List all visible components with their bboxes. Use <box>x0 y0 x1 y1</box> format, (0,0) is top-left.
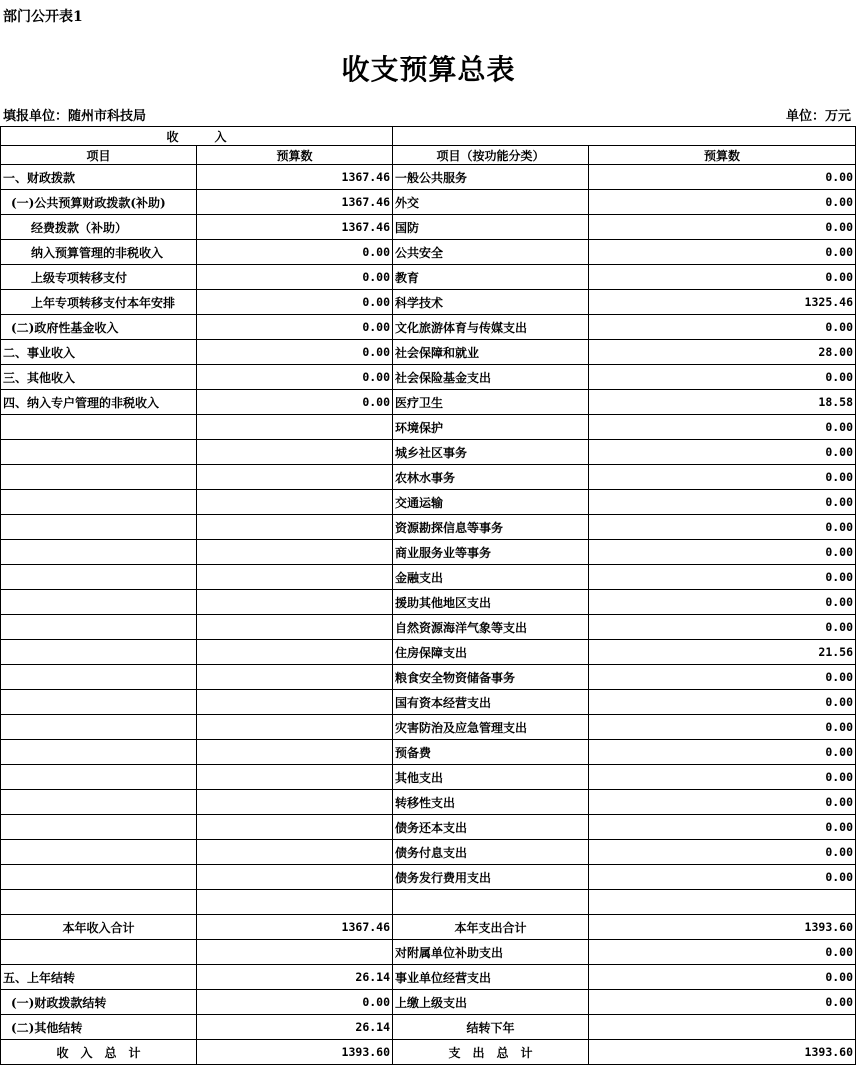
income-item-cell: 本年收入合计 <box>1 915 197 940</box>
expense-group-header <box>393 127 856 146</box>
expense-amount-cell: 0.00 <box>589 790 856 815</box>
table-row <box>1 465 856 490</box>
income-amount-cell <box>197 765 393 790</box>
income-amount-cell <box>197 890 393 915</box>
income-amount-cell: 1367.46 <box>197 190 393 215</box>
income-amount-cell: 26.14 <box>197 965 393 990</box>
table-row <box>1 765 856 790</box>
income-amount-cell: 0.00 <box>197 315 393 340</box>
expense-item-cell: 其他支出 <box>393 765 589 790</box>
income-amount-cell <box>197 490 393 515</box>
income-item-cell <box>1 815 197 840</box>
table-row <box>1 815 856 840</box>
income-item-cell <box>1 515 197 540</box>
expense-item-cell: 灾害防治及应急管理支出 <box>393 715 589 740</box>
table-row <box>1 315 856 340</box>
expense-amount-cell: 0.00 <box>589 365 856 390</box>
expense-amount-cell: 0.00 <box>589 990 856 1015</box>
expense-item-cell: 上缴上级支出 <box>393 990 589 1015</box>
income-item-cell <box>1 765 197 790</box>
income-amount-cell: 1393.60 <box>197 1040 393 1065</box>
income-item-cell <box>1 790 197 815</box>
expense-amount-cell: 0.00 <box>589 515 856 540</box>
table-row <box>1 940 856 965</box>
income-amount-cell: 26.14 <box>197 1015 393 1040</box>
currency-unit: 单位：万元 <box>785 109 851 124</box>
income-item-cell: 二、事业收入 <box>1 340 197 365</box>
income-amount-cell <box>197 690 393 715</box>
expense-item-cell: 医疗卫生 <box>393 390 589 415</box>
income-item-cell <box>1 465 197 490</box>
income-amount-cell: 0.00 <box>197 390 393 415</box>
income-amount-cell <box>197 940 393 965</box>
income-amount-cell <box>197 440 393 465</box>
expense-item-cell: 国防 <box>393 215 589 240</box>
table-row <box>1 565 856 590</box>
income-amount-cell: 1367.46 <box>197 215 393 240</box>
table-row <box>1 990 856 1015</box>
income-item-header: 项目 <box>1 146 197 165</box>
income-item-cell: (二)其他结转 <box>1 1015 197 1040</box>
income-item-cell: 上级专项转移支付 <box>1 265 197 290</box>
table-row <box>1 840 856 865</box>
table-row <box>1 240 856 265</box>
income-item-cell <box>1 690 197 715</box>
budget-table <box>0 126 856 1065</box>
expense-item-cell: 债务付息支出 <box>393 840 589 865</box>
expense-amount-cell <box>589 1015 856 1040</box>
income-item-cell: 一、财政拨款 <box>1 165 197 190</box>
expense-amount-cell: 0.00 <box>589 490 856 515</box>
expense-item-cell: 本年支出合计 <box>393 915 589 940</box>
expense-amount-cell: 1393.60 <box>589 915 856 940</box>
income-amount-cell: 0.00 <box>197 290 393 315</box>
income-item-cell <box>1 740 197 765</box>
table-row <box>1 965 856 990</box>
table-row <box>1 665 856 690</box>
table-row <box>1 415 856 440</box>
table-row <box>1 865 856 890</box>
table-row <box>1 540 856 565</box>
expense-amount-cell: 0.00 <box>589 215 856 240</box>
income-amount-cell <box>197 515 393 540</box>
table-row <box>1 715 856 740</box>
table-row <box>1 290 856 315</box>
table-row <box>1 1015 856 1040</box>
expense-item-cell: 住房保障支出 <box>393 640 589 665</box>
expense-amount-cell: 0.00 <box>589 565 856 590</box>
table-row <box>1 265 856 290</box>
expense-item-cell: 科学技术 <box>393 290 589 315</box>
expense-amount-cell: 0.00 <box>589 715 856 740</box>
income-item-cell <box>1 840 197 865</box>
income-amount-cell: 1367.46 <box>197 165 393 190</box>
table-row <box>1 615 856 640</box>
income-amount-cell <box>197 815 393 840</box>
expense-item-cell: 一般公共服务 <box>393 165 589 190</box>
expense-item-cell: 环境保护 <box>393 415 589 440</box>
income-item-cell <box>1 490 197 515</box>
income-item-cell: 收 入 总 计 <box>1 1040 197 1065</box>
expense-item-cell: 支 出 总 计 <box>393 1040 589 1065</box>
income-item-cell <box>1 565 197 590</box>
table-row <box>1 190 856 215</box>
income-amount-cell <box>197 415 393 440</box>
expense-item-cell: 债务还本支出 <box>393 815 589 840</box>
expense-item-header: 项目（按功能分类） <box>393 146 589 165</box>
income-item-cell <box>1 665 197 690</box>
table-row <box>1 790 856 815</box>
income-amount-cell <box>197 465 393 490</box>
expense-item-cell: 商业服务业等事务 <box>393 540 589 565</box>
income-amount-cell: 0.00 <box>197 340 393 365</box>
expense-item-cell: 预备费 <box>393 740 589 765</box>
income-amount-cell <box>197 640 393 665</box>
expense-item-cell: 自然资源海洋气象等支出 <box>393 615 589 640</box>
expense-amount-cell: 0.00 <box>589 690 856 715</box>
expense-item-cell: 结转下年 <box>393 1015 589 1040</box>
income-amount-cell <box>197 790 393 815</box>
expense-amount-cell: 0.00 <box>589 840 856 865</box>
income-item-cell <box>1 590 197 615</box>
income-amount-header: 预算数 <box>197 146 393 165</box>
income-item-cell: 上年专项转移支付本年安排 <box>1 290 197 315</box>
income-item-cell: 经费拨款（补助） <box>1 215 197 240</box>
income-item-cell <box>1 940 197 965</box>
table-row <box>1 690 856 715</box>
document-label: 部门公开表1 <box>3 9 83 25</box>
income-amount-cell <box>197 590 393 615</box>
expense-amount-cell: 0.00 <box>589 815 856 840</box>
expense-item-cell: 教育 <box>393 265 589 290</box>
table-row <box>1 890 856 915</box>
table-row <box>1 390 856 415</box>
expense-amount-cell: 0.00 <box>589 440 856 465</box>
expense-amount-cell: 0.00 <box>589 615 856 640</box>
expense-amount-cell <box>589 890 856 915</box>
income-amount-cell: 1367.46 <box>197 915 393 940</box>
expense-item-cell: 社会保险基金支出 <box>393 365 589 390</box>
income-item-cell <box>1 640 197 665</box>
income-amount-cell: 0.00 <box>197 240 393 265</box>
expense-amount-cell: 0.00 <box>589 315 856 340</box>
table-row <box>1 915 856 940</box>
table-row <box>1 490 856 515</box>
expense-amount-cell: 21.56 <box>589 640 856 665</box>
expense-amount-cell: 0.00 <box>589 865 856 890</box>
expense-amount-cell: 0.00 <box>589 540 856 565</box>
expense-amount-cell: 0.00 <box>589 190 856 215</box>
table-row <box>1 340 856 365</box>
income-amount-cell <box>197 840 393 865</box>
expense-item-cell: 国有资本经营支出 <box>393 690 589 715</box>
income-item-cell <box>1 540 197 565</box>
income-item-cell <box>1 865 197 890</box>
expense-item-cell: 交通运输 <box>393 490 589 515</box>
income-item-cell: 四、纳入专户管理的非税收入 <box>1 390 197 415</box>
expense-amount-cell: 0.00 <box>589 765 856 790</box>
expense-amount-cell: 18.58 <box>589 390 856 415</box>
expense-amount-cell: 0.00 <box>589 965 856 990</box>
expense-item-cell: 公共安全 <box>393 240 589 265</box>
expense-amount-cell: 0.00 <box>589 590 856 615</box>
income-amount-cell <box>197 865 393 890</box>
income-amount-cell <box>197 615 393 640</box>
table-row <box>1 515 856 540</box>
expense-amount-cell: 1393.60 <box>589 1040 856 1065</box>
expense-item-cell: 社会保障和就业 <box>393 340 589 365</box>
income-amount-cell <box>197 665 393 690</box>
table-row <box>1 165 856 190</box>
expense-item-cell: 资源勘探信息等事务 <box>393 515 589 540</box>
table-row <box>1 440 856 465</box>
table-row <box>1 215 856 240</box>
table-row <box>1 640 856 665</box>
income-item-cell <box>1 715 197 740</box>
reporting-unit: 填报单位：随州市科技局 <box>3 109 147 124</box>
expense-item-cell: 文化旅游体育与传媒支出 <box>393 315 589 340</box>
expense-amount-cell: 0.00 <box>589 240 856 265</box>
table-column-header <box>1 146 856 165</box>
expense-item-cell: 城乡社区事务 <box>393 440 589 465</box>
table-row <box>1 365 856 390</box>
table-row <box>1 1040 856 1065</box>
income-amount-cell <box>197 540 393 565</box>
income-amount-cell: 0.00 <box>197 265 393 290</box>
expense-item-cell: 债务发行费用支出 <box>393 865 589 890</box>
expense-amount-cell: 0.00 <box>589 740 856 765</box>
income-item-cell <box>1 415 197 440</box>
income-item-cell: 纳入预算管理的非税收入 <box>1 240 197 265</box>
income-amount-cell: 0.00 <box>197 990 393 1015</box>
income-item-cell: (一)财政拨款结转 <box>1 990 197 1015</box>
expense-item-cell: 农林水事务 <box>393 465 589 490</box>
expense-amount-cell: 1325.46 <box>589 290 856 315</box>
income-amount-cell <box>197 740 393 765</box>
expense-item-cell: 粮食安全物资储备事务 <box>393 665 589 690</box>
income-amount-cell <box>197 715 393 740</box>
page-title: 收支预算总表 <box>341 53 516 86</box>
expense-item-cell: 援助其他地区支出 <box>393 590 589 615</box>
income-item-cell <box>1 440 197 465</box>
income-item-cell: (二)政府性基金收入 <box>1 315 197 340</box>
income-amount-cell <box>197 565 393 590</box>
income-item-cell: 五、上年结转 <box>1 965 197 990</box>
expense-item-cell: 金融支出 <box>393 565 589 590</box>
expense-amount-header: 预算数 <box>589 146 856 165</box>
expense-amount-cell: 0.00 <box>589 665 856 690</box>
income-item-cell: 三、其他收入 <box>1 365 197 390</box>
expense-amount-cell: 0.00 <box>589 940 856 965</box>
expense-amount-cell: 0.00 <box>589 265 856 290</box>
expense-amount-cell: 28.00 <box>589 340 856 365</box>
expense-item-cell <box>393 890 589 915</box>
income-amount-cell: 0.00 <box>197 365 393 390</box>
expense-item-cell: 事业单位经营支出 <box>393 965 589 990</box>
income-item-cell <box>1 890 197 915</box>
table-row <box>1 740 856 765</box>
income-item-cell: (一)公共预算财政拨款(补助) <box>1 190 197 215</box>
expense-item-cell: 转移性支出 <box>393 790 589 815</box>
expense-amount-cell: 0.00 <box>589 415 856 440</box>
expense-amount-cell: 0.00 <box>589 465 856 490</box>
table-group-header <box>1 127 856 146</box>
expense-amount-cell: 0.00 <box>589 165 856 190</box>
table-row <box>1 590 856 615</box>
expense-item-cell: 对附属单位补助支出 <box>393 940 589 965</box>
income-group-header: 收 入 <box>1 127 393 146</box>
expense-item-cell: 外交 <box>393 190 589 215</box>
income-item-cell <box>1 615 197 640</box>
